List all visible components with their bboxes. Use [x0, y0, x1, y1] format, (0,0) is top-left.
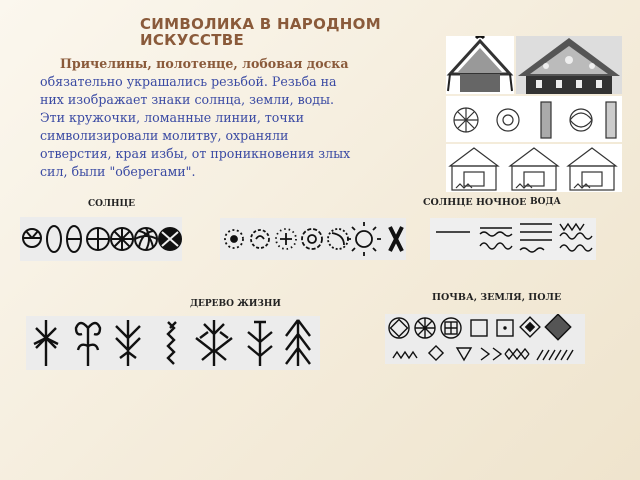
ornament-drawings [446, 96, 622, 142]
house-photo-2 [516, 36, 622, 94]
carved-house-photos [446, 36, 622, 192]
slide-title: СИМВОЛИКА В НАРОДНОМ ИСКУССТВЕ [140, 15, 381, 49]
label-night-sun: СОЛНЦЕ НОЧНОЕ [423, 197, 527, 208]
label-water: ВОДА [530, 197, 561, 207]
house-photo-1 [446, 36, 514, 94]
label-tree-of-life: ДЕРЕВО ЖИЗНИ [190, 299, 281, 309]
sun-symbols [20, 217, 182, 261]
tree-of-life-symbols [26, 316, 320, 370]
body-text: обязательно украшались резьбой. Резьба на них изображает знаки солнца, земли, воды. Эти кружочки, ломанные линии, точки символизировали молитву, охраняли отверстия, края избы, от проникновения злых сил, были "оберегами". [40, 74, 351, 179]
facade-drawings [446, 144, 622, 192]
slide-body [40, 55, 358, 181]
label-soil: ПОЧВА, ЗЕМЛЯ, ПОЛЕ [432, 292, 562, 303]
night-sun-symbols [220, 218, 406, 260]
water-symbols [430, 218, 596, 260]
body-lead: Причелины, полотенце, лобовая доска [60, 56, 349, 71]
label-sun: СОЛНЦЕ [88, 199, 136, 209]
soil-symbols [385, 314, 585, 364]
